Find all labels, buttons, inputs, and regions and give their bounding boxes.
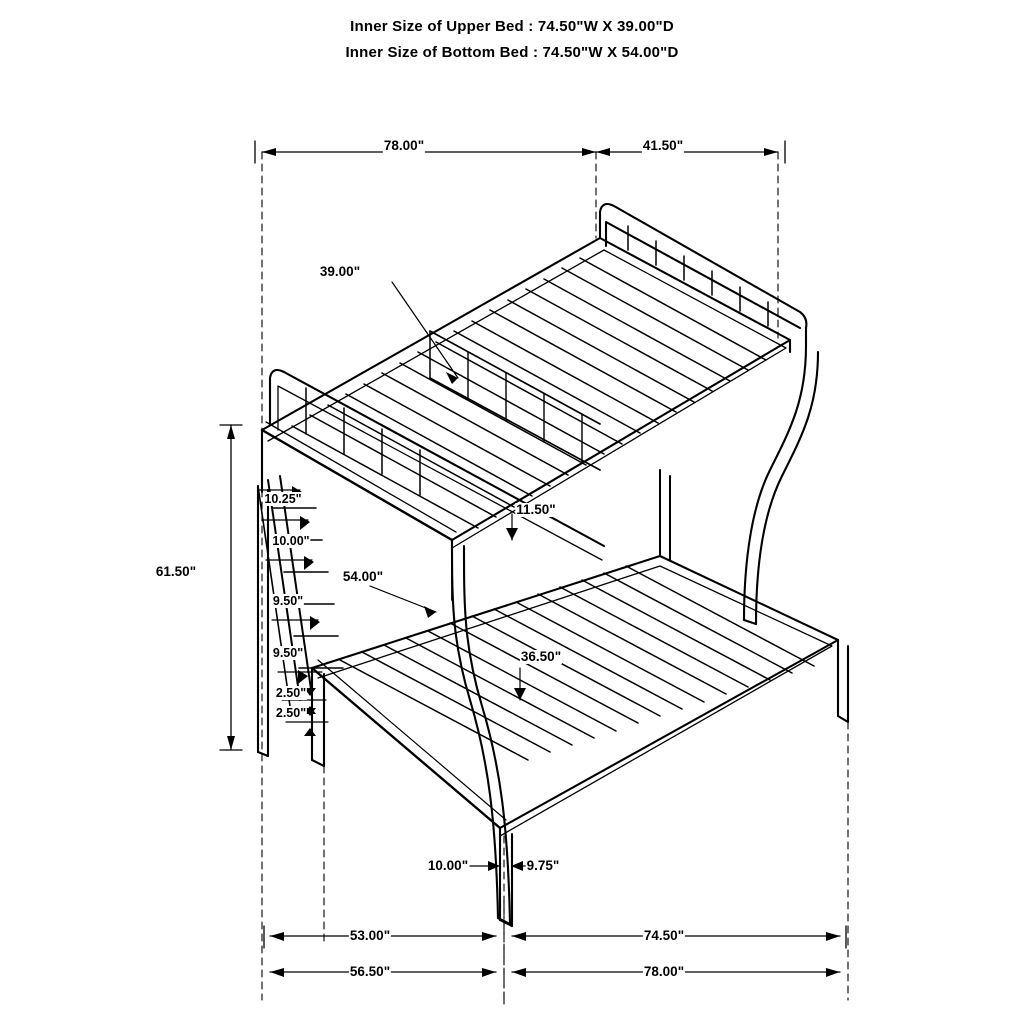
dim-lower-deck-height: 36.50" [520,649,562,664]
dim-top-width-upper: 78.00" [383,138,425,153]
dim-ladder-gap-1: 2.50" [275,686,307,700]
header-line-lower: Inner Size of Bottom Bed : 74.50"W X 54.00"D [345,44,679,61]
dim-bottom-depth-left: 53.00" [349,928,391,943]
dim-ladder-step-4: 9.50" [272,646,304,660]
dim-lower-bed-depth: 54.00" [342,569,384,584]
dim-center-post-height: 9.75" [526,858,560,873]
dim-ladder-step-1: 10.25" [264,492,302,506]
dim-upper-guardrail: 11.50" [516,502,556,517]
dim-ladder-step-2: 10.00" [272,534,310,548]
header-line-upper: Inner Size of Upper Bed : 74.50"W X 39.00"D [350,18,674,35]
dim-ladder-step-3: 9.50" [272,594,304,608]
dim-ladder-gap-2: 2.50" [275,706,307,720]
dim-overall-height: 61.50" [155,564,197,579]
dim-overall-width-bottom: 78.00" [643,964,685,979]
dim-upper-bed-depth: 39.00" [319,264,361,279]
dim-overall-depth-left: 56.50" [349,964,391,979]
dim-front-post-height: 10.00" [427,858,469,873]
dim-bottom-depth-right: 74.50" [643,928,685,943]
dim-top-width-right: 41.50" [642,138,684,153]
